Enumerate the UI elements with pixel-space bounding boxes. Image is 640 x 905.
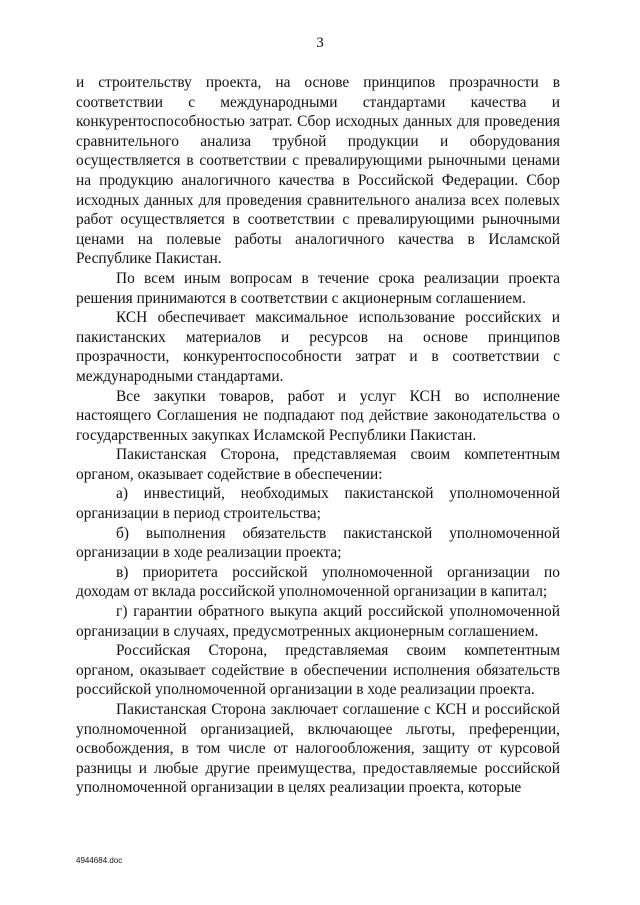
list-item-a: а) инвестиций, необходимых пакистанской уполномоченной организации в период строительства; — [76, 485, 560, 523]
paragraph-other-matters: По всем иным вопросам в течение срока реализации проекта решения принимаются в соответствии с акционерным соглашением. — [76, 269, 560, 307]
paragraph-procurement: Все закупки товаров, работ и услуг КСН во исполнение настоящего Соглашения не подпадают под действие законодательства о государственных закупках Исламской Республики Пакистан. — [76, 387, 560, 444]
paragraph-agreement-ksn: Пакистанская Сторона заключает соглашение с КСН и российской уполномоченной организацией, включающее льготы, преференции, освобождения, в том числе от налогообложения, защиту от курсовой разницы и любые другие преимущества, предоставляемые российской уполномоченной организации в целях реализации проекта, которые — [76, 701, 560, 797]
list-item-d: г) гарантии обратного выкупа акций российской уполномоченной организации в случаях, предусмотренных акционерным соглашением. — [76, 603, 560, 640]
paragraph-pakistan-assistance: Пакистанская Сторона, представляемая своим компетентным органом, оказывает содействие в обеспечении: — [76, 446, 560, 483]
paragraph-russian-assistance: Российская Сторона, представляемая своим компетентным органом, оказывает содействие в обеспечении исполнения обязательств российской уполномоченной организации в ходе реализации проекта. — [76, 642, 560, 699]
list-item-b: б) выполнения обязательств пакистанской уполномоченной организации в ходе реализации проекта; — [76, 524, 560, 562]
document-filename: 4944684.doc — [76, 856, 123, 865]
paragraph-continuation: и строительству проекта, на основе принципов прозрачности в соответствии с международными стандартами качества и конкурентоспособностью затрат. Сбор исходных данных для проведения сравнительного анализа трубной продукции и оборудования осуществляется в соответствии с превалирующими рыночными ценами на продукцию аналогичного качества в Российской Федерации. Сбор исходных данных для проведения сравнительного анализа всех полевых работ осуществляется в соответствии с превалирующими рыночными ценами на полевые работы аналогичного качества в Исламской Республике Пакистан. — [76, 74, 560, 268]
page-number: 3 — [316, 35, 324, 51]
paragraph-ksn-materials: КСН обеспечивает максимальное использование российских и пакистанских материалов и ресурсов на основе принципов прозрачности, конкурентоспособности затрат и в соответствии с международными стандартами. — [76, 309, 560, 385]
list-item-c: в) приоритета российской уполномоченной организации по доходам от вклада российской уполномоченной организации в капитал; — [76, 563, 560, 601]
document-body — [76, 73, 560, 798]
